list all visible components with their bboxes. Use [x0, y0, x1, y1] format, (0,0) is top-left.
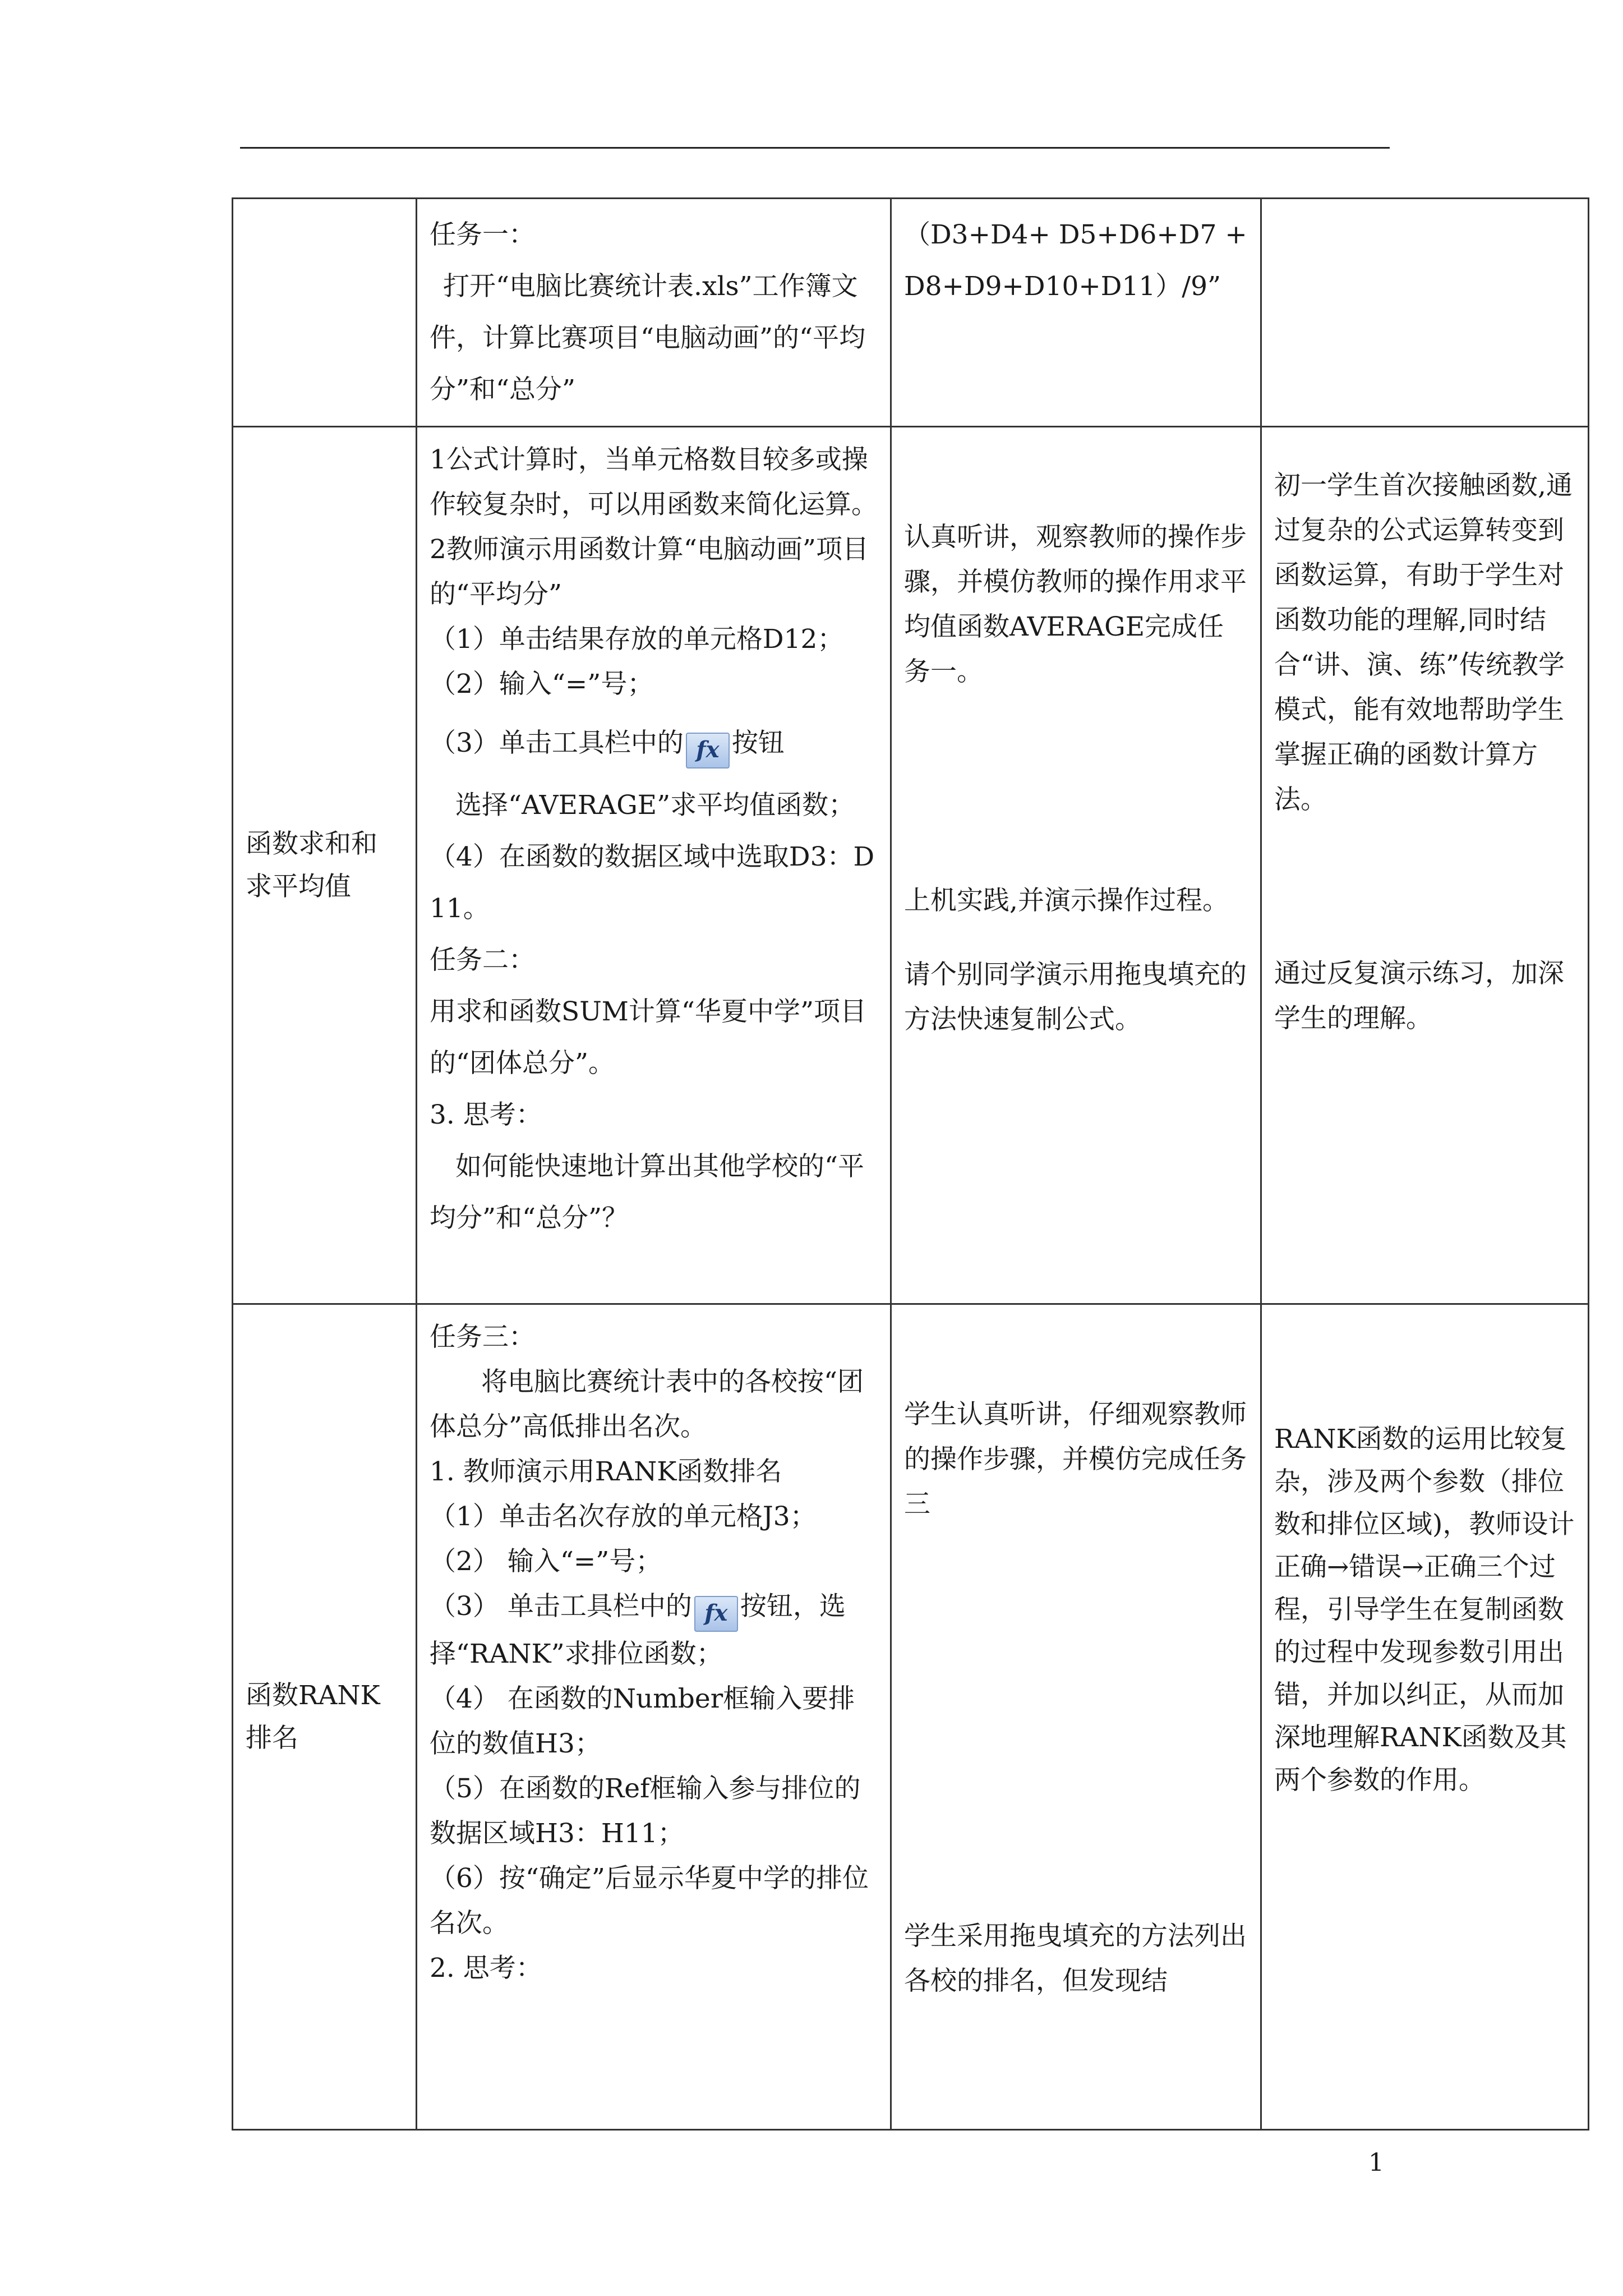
think-question: 如何能快速地计算出其他学校的“平均分”和“总分”？ [430, 1151, 865, 1234]
content-line: 1公式计算时，当单元格数目较多或操作较复杂时，可以用函数来简化运算。 [430, 444, 878, 520]
task-three-text: 将电脑比赛统计表中的各校按“团体总分”高低排出名次。 [430, 1366, 864, 1442]
step-3-text: （3） 单击工具栏中的 [430, 1591, 692, 1622]
table-row [233, 427, 1589, 1304]
step-1: （1）单击结果存放的单元格D12； [430, 624, 844, 655]
formula-text: （D3+D4+ D5+D6+D7 +D8+D9+D10+D11）/9” [904, 219, 1247, 302]
task-heading: 任务一： [430, 219, 535, 250]
step-3-text: （3）单击工具栏中的 [430, 728, 684, 758]
step-2: （2） 输入“=”号； [430, 1546, 662, 1577]
step-2: （2）输入“=”号； [430, 669, 654, 700]
section-title: 函数求和和求平均值 [246, 828, 377, 902]
fx-icon: fx [686, 733, 730, 769]
header-rule [240, 147, 1390, 149]
student-cell [891, 199, 1261, 427]
lesson-plan-table [232, 197, 1589, 2131]
step-6: （6）按“确定”后显示华夏中学的排位名次。 [430, 1863, 869, 1939]
student-activity: 认真听讲，观察教师的操作步骤，并模仿教师的操作用求平均值函数AVERAGE完成任务一。 [904, 522, 1247, 687]
student-cell [891, 427, 1261, 1304]
student-activity: 学生认真听讲，仔细观察教师的操作步骤，并模仿完成任务三 [904, 1399, 1247, 1520]
section-cell [233, 427, 417, 1304]
intent-cell [1261, 1304, 1589, 2130]
task-three-heading: 任务三： [430, 1322, 535, 1352]
think-heading: 3. 思考： [430, 1099, 542, 1130]
step-3 [430, 1584, 878, 1677]
step-3-detail: 选择“AVERAGE”求平均值函数； [455, 790, 855, 821]
section-title: 函数RANK排名 [246, 1680, 380, 1754]
page-number: 1 [1368, 2148, 1384, 2177]
design-intent: 通过反复演示练习，加深学生的理解。 [1274, 958, 1564, 1034]
student-cell [891, 1304, 1261, 2130]
student-activity: 上机实践,并演示操作过程。 [904, 885, 1229, 916]
design-intent: 初一学生首次接触函数,通过复杂的公式运算转变到函数运算，有助于学生对函数功能的理解,同时结合“讲、演、练”传统教学模式，能有效地帮助学生掌握正确的函数计算方法。 [1274, 470, 1573, 815]
table-row [233, 1304, 1589, 2130]
content-cell [417, 1304, 891, 2130]
step-3-suffix: 按钮，选择“RANK”求排位函数； [430, 1591, 846, 1669]
step-4: （4）在函数的数据区域中选取D3：D11。 [430, 841, 875, 924]
step-4: （4） 在函数的Number框输入要排位的数值H3； [430, 1683, 855, 1759]
content-cell [417, 199, 891, 427]
section-cell [233, 1304, 417, 2130]
student-activity: 学生采用拖曳填充的方法列出各校的排名，但发现结 [904, 1921, 1247, 1996]
task-two-heading: 任务二： [430, 945, 535, 976]
task-two-text: 用求和函数SUM计算“华夏中学”项目的“团体总分”。 [430, 996, 866, 1079]
content-line: 2教师演示用函数计算“电脑动画”项目的“平均分” [430, 534, 869, 610]
table-row [233, 199, 1589, 427]
fx-icon: fx [694, 1596, 738, 1632]
step-3 [430, 707, 878, 780]
task-text: 打开“电脑比赛统计表.xls”工作簿文件，计算比赛项目“电脑动画”的“平均分”和“总分” [430, 271, 866, 405]
section-cell [233, 199, 417, 427]
content-line: 1. 教师演示用RANK函数排名 [430, 1456, 782, 1487]
think-heading: 2. 思考： [430, 1953, 542, 1984]
step-5: （5）在函数的Ref框输入参与排位的数据区域H3：H11； [430, 1773, 861, 1849]
step-3-suffix: 按钮 [731, 728, 785, 758]
content-cell [417, 427, 891, 1304]
step-1: （1）单击名次存放的单元格J3； [430, 1501, 817, 1532]
design-intent: RANK函数的运用比较复杂，涉及两个参数（排位数和排位区域)，教师设计正确→错误→正确三个过程，引导学生在复制函数的过程中发现参数引用出错，并加以纠正，从而加深地理解RANK函数及其两个参数的作用。 [1274, 1424, 1575, 1796]
intent-cell [1261, 199, 1589, 427]
student-activity: 请个别同学演示用拖曳填充的方法快速复制公式。 [904, 959, 1247, 1035]
intent-cell [1261, 427, 1589, 1304]
